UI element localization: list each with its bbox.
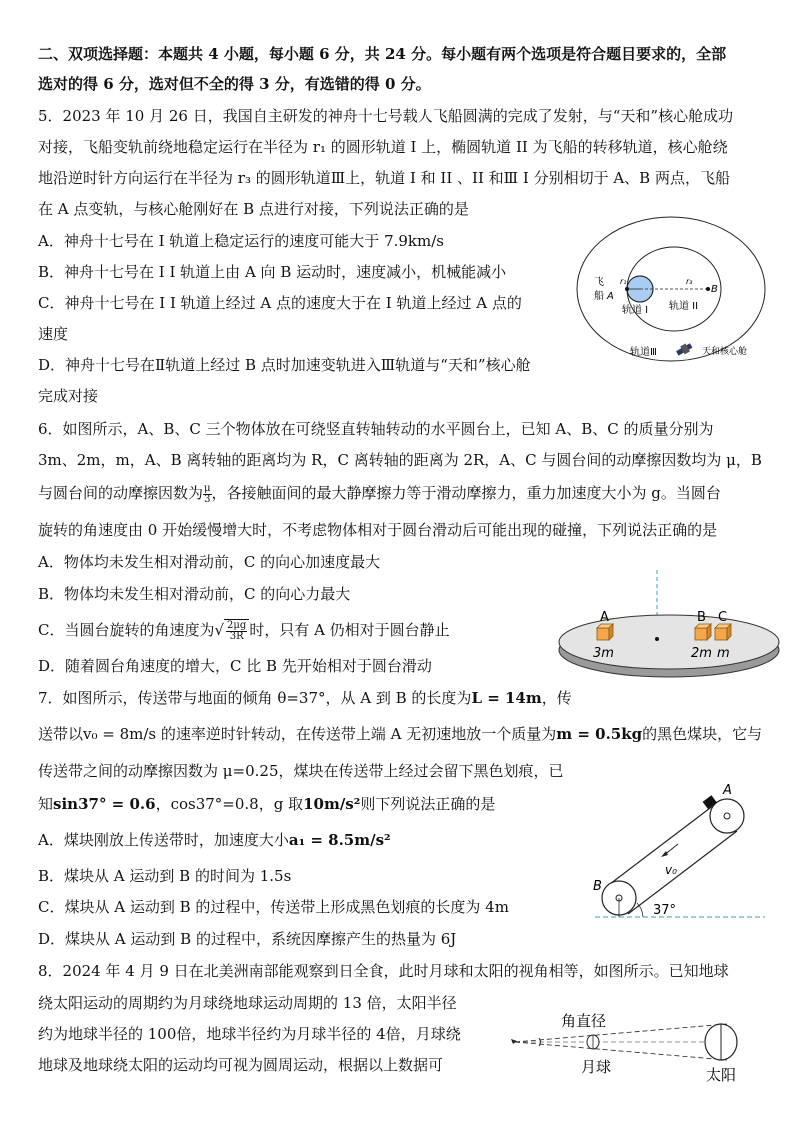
q6-mu-fraction: $\frac{\mu}{3}$ <box>204 482 211 505</box>
q7-stem-line3: 传送带之间的动摩擦因数为 μ=0.25，煤块在传送带上经过会留下黑色划痕，已 <box>38 762 564 780</box>
mass-a-label: 3m <box>593 646 614 661</box>
q5-stem-line1: 5．2023 年 10 月 26 日，我国自主研发的神舟十七号载人飞船圆满的完成了发射，与“天和”核心舱成功 <box>38 107 734 125</box>
q7-option-d[interactable]: D．煤块从 A 运动到 B 的过程中，系统因摩擦产生的热量为 6J <box>38 930 457 948</box>
sun-label: 太阳 <box>706 1066 737 1084</box>
q7-option-b[interactable]: B．煤块从 A 运动到 B 的时间为 1.5s <box>38 867 292 885</box>
eye-icon <box>511 1039 517 1044</box>
v0-label: v₀ <box>665 863 677 877</box>
pulley-a-axle <box>724 813 730 819</box>
space-station-icon <box>676 343 692 355</box>
q8-stem-line4: 地球及地球绕太阳的运动均可视为圆周运动，根据以上数据可 <box>38 1056 444 1074</box>
point-b-label: B <box>593 879 602 894</box>
q8-stem-line3: 约为地球半径的 100倍，地球半径约为月球半径的 4倍，月球绕 <box>38 1025 461 1043</box>
q6-option-c[interactable] <box>38 619 450 642</box>
q6-line3-post: ，各接触面间的最大静摩擦力等于滑动摩擦力，重力加速度大小为 g。当圆台 <box>211 484 721 502</box>
turntable-top <box>559 615 779 669</box>
sightline-top <box>515 1024 727 1042</box>
axis-center-dot <box>655 637 659 641</box>
q6-stem-line1: 6．如图所示，A、B、C 三个物体放在可绕竖直转轴转动的水平圆台上，已知 A、B、C 的质量分别为 <box>38 420 714 438</box>
ship-label-1: 飞 <box>594 277 604 288</box>
q5-stem-line4: 在 A 点变轨，与核心舱刚好在 B 点进行对接，下列说法正确的是 <box>38 200 469 218</box>
velocity-arrowhead <box>661 851 668 857</box>
sightline-bottom <box>515 1042 727 1060</box>
belt-top <box>610 802 718 884</box>
q6-stem-line4: 旋转的角速度由 0 开始缓慢增大时，不考虑物体相对于圆台滑动后可能出现的碰撞，下列说法正确的是 <box>38 521 718 539</box>
q6-omega-fraction: $\frac{2\mu g}{3R}$ <box>227 619 247 642</box>
q6-stem-line3 <box>38 483 721 505</box>
q5-stem-line3: 地沿逆时针方向运行在半径为 r₃ 的圆形轨道Ⅲ上，轨道 I 和 II 、II 和Ⅲ I 分别相切于 A、B 两点，飞船 <box>38 169 730 187</box>
orbit-2-label: 轨道 II <box>669 301 699 312</box>
belt-bottom <box>628 831 737 914</box>
q8-eclipse-figure <box>505 1008 755 1088</box>
q6-stem-line2: 3m、2m，m，A、B 离转轴的距离均为 R，C 离转轴的距离为 2R，A、C 与圆台间的动摩擦因数均为 μ，B <box>38 451 762 469</box>
section-header-line1: 二、双项选择题：本题共 4 小题，每小题 6 分，共 24 分。每小题有两个选项是符合题目要求的，全部 <box>38 45 727 63</box>
q7-stem-line1: 7．如图所示，传送带与地面的倾角 θ=37°，从 A 到 B 的长度为L = 14m，传 <box>38 689 572 707</box>
r3-label: r₃ <box>686 277 693 286</box>
q5-option-a[interactable]: A．神舟十七号在 I 轨道上稳定运行的速度可能大于 7.9km/s <box>38 232 444 250</box>
q5-option-d-cont: 完成对接 <box>38 387 99 405</box>
orbit-3-label: 轨道Ⅲ <box>630 347 657 358</box>
q8-stem-line1: 8．2024 年 4 月 9 日在北美洲南部能观察到日全食，此时月球和太阳的视角相等，如图所示。已知地球 <box>38 962 729 980</box>
q7-option-a[interactable]: A．煤块刚放上传送带时，加速度大小a₁ = 8.5m/s² <box>38 831 391 849</box>
q8-stem-line2: 绕太阳运动的周期约为月球绕地球运动周期的 13 倍，太阳半径 <box>38 994 457 1012</box>
block-b-label: B <box>697 610 706 625</box>
block-b <box>695 624 711 640</box>
ship-label-2: 船 <box>594 291 604 302</box>
moon-label: 月球 <box>581 1058 612 1076</box>
q5-option-d[interactable]: D．神舟十七号在Ⅱ轨道上经过 B 点时加速变轨进入Ⅲ轨道与“天和”核心舱 <box>38 356 531 374</box>
point-b-dot <box>706 287 710 291</box>
q6-option-c-post: 时，只有 A 仍相对于圆台静止 <box>249 621 450 639</box>
q5-orbit-figure <box>568 213 768 373</box>
orbit-1-label: 轨道 I <box>622 305 649 316</box>
angular-diameter-label: 角直径 <box>561 1012 607 1030</box>
point-a-label: A <box>607 291 614 302</box>
q5-option-c[interactable]: C．神舟十七号在 I I 轨道上经过 A 点的速度大于在 I 轨道上经过 A 点的 <box>38 294 522 312</box>
mass-b-label: 2m <box>691 646 712 661</box>
sqrt-sign: √ <box>214 621 225 639</box>
q6-turntable-figure <box>555 568 785 683</box>
q6-line3-pre: 与圆台间的动摩擦因数为 <box>38 484 204 502</box>
q7-stem-line4: 知sin37° = 0.6，cos37°=0.8，g 取10m/s²则下列说法正确的是 <box>38 795 496 813</box>
q7-conveyor-figure <box>585 780 775 925</box>
q5-option-c-cont: 速度 <box>38 325 69 343</box>
block-a-label: A <box>600 610 609 625</box>
q6-option-d[interactable]: D．随着圆台角速度的增大，C 比 B 先开始相对于圆台滑动 <box>38 657 432 675</box>
mass-c-label: m <box>717 646 730 661</box>
block-a <box>597 624 613 640</box>
point-a-dot <box>625 287 629 291</box>
q5-stem-line2: 对接，飞船变轨前绕地稳定运行在半径为 r₁ 的圆形轨道 I 上，椭圆轨道 II 为飞船的转移轨道，核心舱绕 <box>38 138 728 156</box>
q7-stem-line2: 送带以v₀ = 8m/s 的速率逆时针转动，在传送带上端 A 无初速地放一个质量为m = 0.5kg的黑色煤块，它与 <box>38 725 763 743</box>
block-c-label: C <box>718 610 728 625</box>
station-label: 天和核心舱 <box>702 347 748 357</box>
q6-option-a[interactable]: A．物体均未发生相对滑动前，C 的向心加速度最大 <box>38 553 381 571</box>
section-header-line2: 选对的得 6 分，选对但不全的得 3 分，有选错的得 0 分。 <box>38 75 431 93</box>
point-a-label: A <box>723 783 732 798</box>
q6-option-c-pre: C．当圆台旋转的角速度为 <box>38 621 215 639</box>
block-c <box>715 624 731 640</box>
q7-option-c[interactable]: C．煤块从 A 运动到 B 的过程中，传送带上形成黑色划痕的长度为 4m <box>38 898 509 916</box>
q5-option-b[interactable]: B．神舟十七号在 I I 轨道上由 A 向 B 运动时，速度减小，机械能减小 <box>38 263 507 281</box>
angle-label: 37° <box>653 903 677 918</box>
point-b-label: B <box>711 284 718 295</box>
r1-label: r₁ <box>620 277 627 286</box>
q6-option-b[interactable]: B．物体均未发生相对滑动前，C 的向心力最大 <box>38 585 351 603</box>
